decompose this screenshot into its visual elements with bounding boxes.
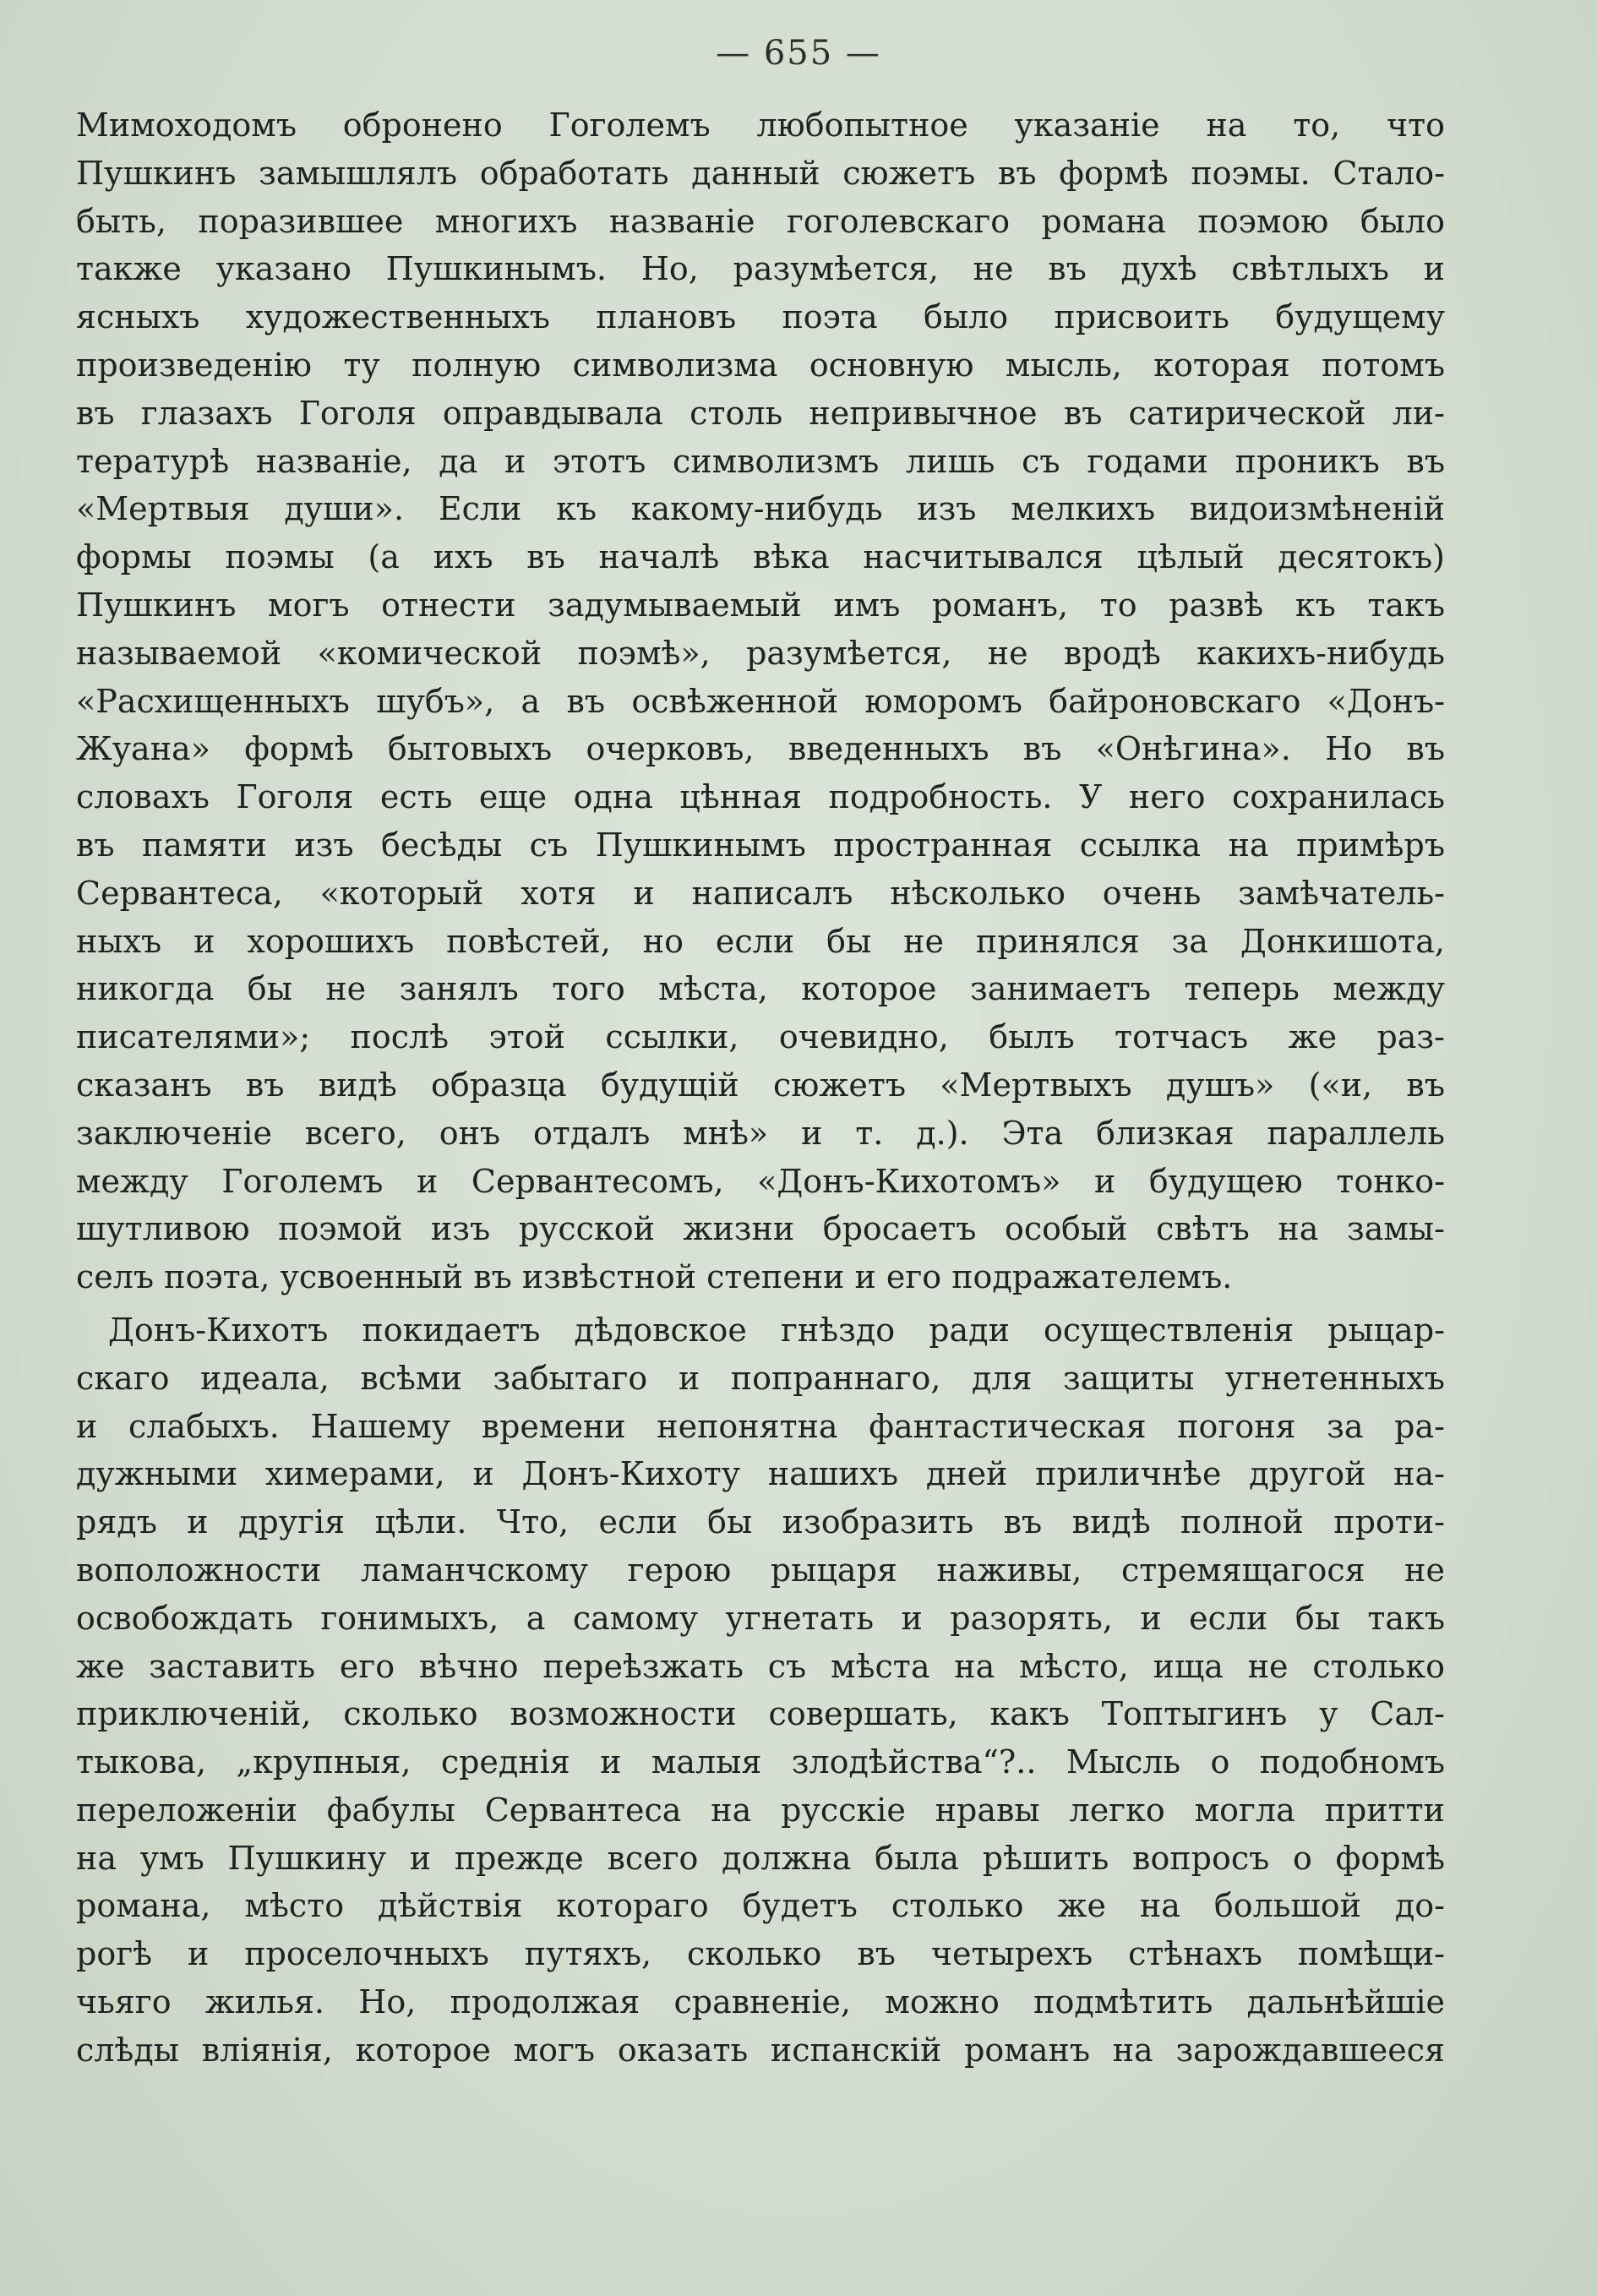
text-line: дужными химерами, и Донъ-Кихоту нашихъ дней приличнѣе другой на- — [76, 1455, 1445, 1493]
text-line: быть, поразившее многихъ названiе гоголевскаго романа поэмою было — [76, 202, 1445, 240]
text-line: также указано Пушкинымъ. Но, разумѣется, не въ духѣ свѣтлыхъ и — [76, 250, 1445, 288]
text-line: «Мертвыя души». Если къ какому-нибудь изъ мелкихъ видоизмѣненiй — [76, 490, 1445, 528]
text-line: рядъ и другiя цѣли. Что, если бы изобразить въ видѣ полной проти- — [76, 1503, 1445, 1541]
text-line: заключенiе всего, онъ отдалъ мнѣ» и т. д.). Эта близкая параллель — [76, 1114, 1445, 1152]
text-line: называемой «комической поэмѣ», разумѣется, не вродѣ какихъ-нибудь — [76, 634, 1445, 672]
text-line: романа, мѣсто дѣйствiя котораго будетъ столько же на большой до- — [76, 1887, 1445, 1925]
text-line: сказанъ въ видѣ образца будущiй сюжетъ «Мертвыхъ душъ» («и, въ — [76, 1066, 1445, 1104]
text-line: Донъ-Кихотъ покидаетъ дѣдовское гнѣздо ради осуществленiя рыцар- — [108, 1311, 1445, 1349]
text-line: воположности ламанчскому герою рыцаря наживы, стремящагося не — [76, 1551, 1445, 1589]
text-line: произведенiю ту полную символизма основную мысль, которая потомъ — [76, 346, 1445, 384]
text-line: словахъ Гоголя есть еще одна цѣнная подробность. У него сохранилась — [76, 778, 1445, 816]
text-line: формы поэмы (а ихъ въ началѣ вѣка насчитывался цѣлый десятокъ) — [76, 538, 1445, 576]
text-line: въ глазахъ Гоголя оправдывала столь непривычное въ сатирической ли- — [76, 394, 1445, 432]
text-line: скаго идеала, всѣми забытаго и попраннаго, для защиты угнетенныхъ — [76, 1359, 1445, 1397]
page-text — [76, 101, 1445, 2075]
text-line: и слабыхъ. Нашему времени непонятна фантастическая погоня за ра- — [76, 1407, 1445, 1445]
text-line: ныхъ и хорошихъ повѣстей, но если бы не принялся за Донкишота, — [76, 922, 1445, 960]
page-number: — 655 — — [716, 34, 881, 73]
text-line: шутливою поэмой изъ русской жизни бросаетъ особый свѣтъ на замы- — [76, 1210, 1445, 1248]
text-line: въ памяти изъ бесѣды съ Пушкинымъ пространная ссылка на примѣръ — [76, 826, 1445, 864]
paragraph-2 — [76, 1306, 1445, 2075]
text-line: рогѣ и проселочныхъ путяхъ, сколько въ четырехъ стѣнахъ помѣщи- — [76, 1935, 1445, 1973]
text-line: тературѣ названiе, да и этотъ символизмъ лишь съ годами проникъ въ — [76, 442, 1445, 480]
text-line: Жуана» формѣ бытовыхъ очерковъ, введенныхъ въ «Онѣгина». Но въ — [76, 730, 1445, 768]
text-line: приключенiй, сколько возможности совершать, какъ Топтыгинъ у Сал- — [76, 1695, 1445, 1733]
text-line: писателями»; послѣ этой ссылки, очевидно, былъ тотчасъ же раз- — [76, 1018, 1445, 1056]
text-line: же заставить его вѣчно переѣзжать съ мѣста на мѣсто, ища не столько — [76, 1647, 1445, 1685]
text-line: селъ поэта, усвоенный въ извѣстной степени и его подражателемъ. — [76, 1258, 1233, 1296]
text-line: на умъ Пушкину и прежде всего должна была рѣшить вопросъ о формѣ — [76, 1839, 1445, 1877]
text-line: Сервантеса, «который хотя и написалъ нѣсколько очень замѣчатель- — [76, 874, 1445, 912]
text-line: между Гоголемъ и Сервантесомъ, «Донъ-Кихотомъ» и будущею тонко- — [76, 1162, 1445, 1200]
text-line: ясныхъ художественныхъ плановъ поэта было присвоить будущему — [76, 298, 1445, 336]
text-line: слѣды влiянiя, которое могъ оказать испанскiй романъ на зарождавшееся — [76, 2031, 1445, 2069]
text-line: Пушкинъ замышлялъ обработать данный сюжетъ въ формѣ поэмы. Стало- — [76, 154, 1445, 192]
text-line: переложенiи фабулы Сервантеса на русскiе нравы легко могла притти — [76, 1791, 1445, 1829]
text-line: «Расхищенныхъ шубъ», а въ освѣженной юморомъ байроновскаго «Донъ- — [76, 682, 1445, 720]
text-line: тыкова, „крупныя, среднiя и малыя злодѣйства“?.. Мысль о подобномъ — [76, 1743, 1445, 1781]
text-line: чьяго жилья. Но, продолжая сравненiе, можно подмѣтить дальнѣйшiе — [76, 1983, 1445, 2021]
text-line: освобождать гонимыхъ, а самому угнетать и разорять, и если бы такъ — [76, 1599, 1445, 1637]
text-line: Мимоходомъ обронено Гоголемъ любопытное указанiе на то, что — [76, 106, 1445, 144]
paragraph-1 — [76, 101, 1445, 1301]
text-line: Пушкинъ могъ отнести задумываемый имъ романъ, то развѣ къ такъ — [76, 586, 1445, 624]
text-line: никогда бы не занялъ того мѣста, которое занимаетъ теперь между — [76, 970, 1445, 1008]
